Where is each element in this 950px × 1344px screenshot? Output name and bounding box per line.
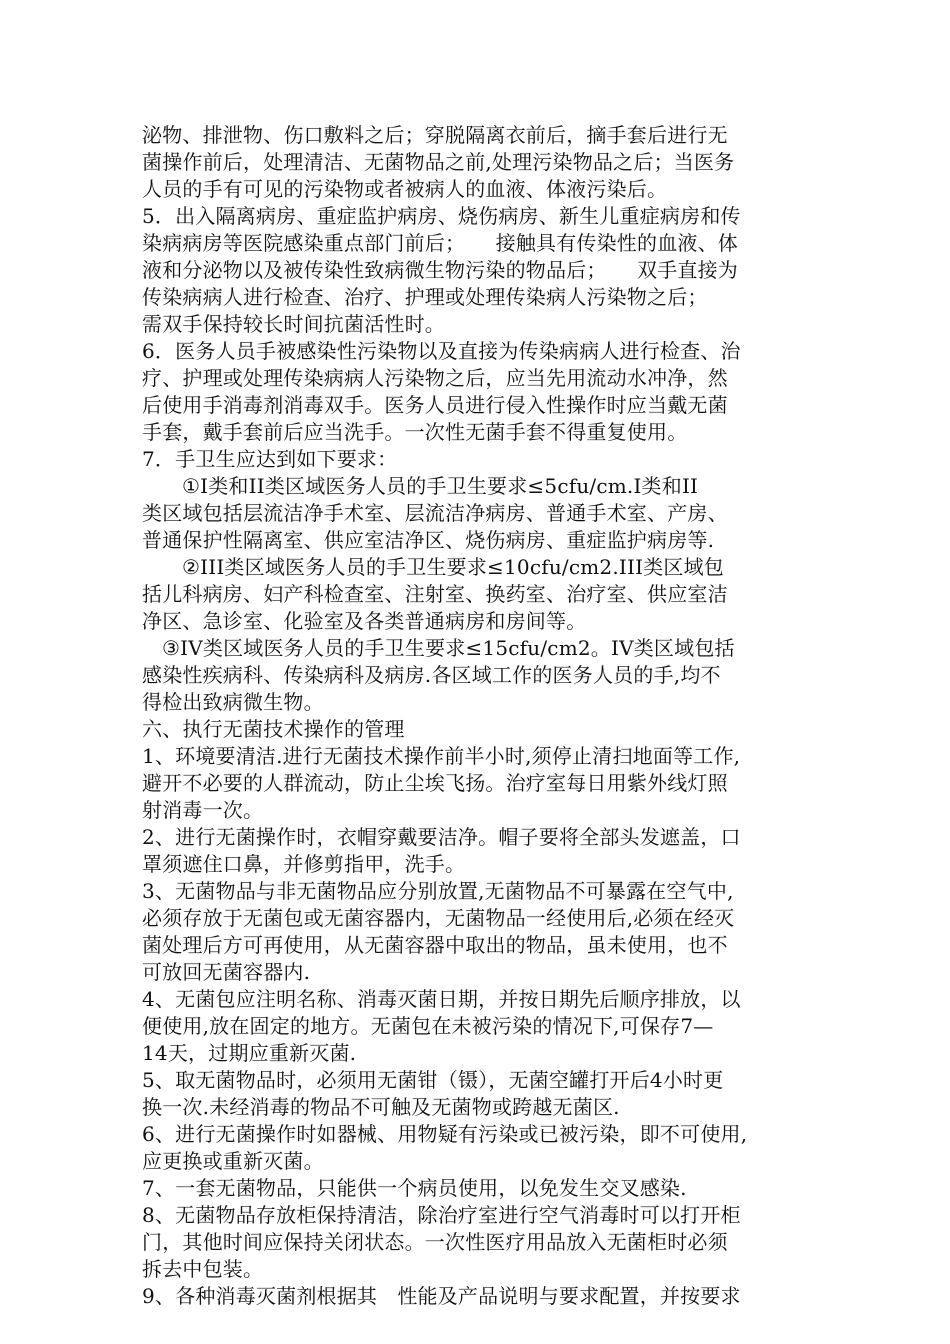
text-line: 菌处理后方可再使用，从无菌容器中取出的物品，虽未使用，也不: [142, 933, 728, 957]
text-line: 液和分泌物以及被传染性致病微生物污染的物品后； 双手直接为: [142, 258, 738, 282]
text-line: ③IV类区域医务人员的手卫生要求≤15cfu/cm2。IV类区域包括: [162, 636, 735, 660]
text-line: 8、无菌物品存放柜保持清洁，除治疗室进行空气消毒时可以打开柜: [142, 1203, 741, 1227]
text-line: 罩须遮住口鼻，并修剪指甲，洗手。: [142, 852, 466, 876]
text-line: 疗、护理或处理传染病病人污染物之后，应当先用流动水冲净，然: [142, 366, 728, 390]
section-heading: 六、执行无菌技术操作的管理: [142, 717, 405, 741]
text-line: 2、进行无菌操作时，衣帽穿戴要洁净。帽子要将全部头发遮盖，口: [142, 825, 741, 849]
text-line: 7、一套无菌物品，只能供一个病员使用，以免发生交叉感染.: [142, 1176, 687, 1200]
text-line: 拆去中包装。: [142, 1257, 264, 1281]
text-line: 射消毒一次。: [142, 798, 264, 822]
text-line: ①I类和II类区域医务人员的手卫生要求≤5cfu/cm.I类和II: [182, 474, 699, 498]
text-line: 得检出致病微生物。: [142, 690, 324, 714]
text-line: 手套，戴手套前后应当洗手。一次性无菌手套不得重复使用。: [142, 420, 688, 444]
text-line: 应更换或重新灭菌。: [142, 1149, 324, 1173]
text-line: 可放回无菌容器内.: [142, 960, 311, 984]
text-line: 6．医务人员手被感染性污染物以及直接为传染病病人进行检查、治: [142, 339, 741, 363]
text-line: 1、环境要清洁.进行无菌技术操作前半小时,须停止清扫地面等工作,: [142, 744, 741, 768]
text-line: 染病病房等医院感染重点部门前后； 接触具有传染性的血液、体: [142, 231, 738, 255]
text-line: 3、无菌物品与非无菌物品应分别放置,无菌物品不可暴露在空气中,: [142, 879, 734, 903]
text-line: 4、无菌包应注明名称、消毒灭菌日期，并按日期先后顺序排放，以: [142, 987, 741, 1011]
text-line: 感染性疾病科、传染病科及病房.各区域工作的医务人员的手,均不: [142, 663, 721, 687]
text-line: 5．出入隔离病房、重症监护病房、烧伤病房、新生儿重症病房和传: [142, 204, 741, 228]
text-line: 6、进行无菌操作时如器械、用物疑有污染或已被污染，即不可使用,: [142, 1122, 748, 1146]
text-line: 14天，过期应重新灭菌.: [142, 1041, 357, 1065]
text-line: 人员的手有可见的污染物或者被病人的血液、体液污染后。: [142, 177, 668, 201]
text-line: 类区域包括层流洁净手术室、层流洁净病房、普通手术室、产房、: [142, 501, 728, 525]
text-line: 普通保护性隔离室、供应室洁净区、烧伤病房、重症监护病房等.: [142, 528, 715, 552]
document-body: [142, 122, 822, 1310]
text-line: 避开不必要的人群流动，防止尘埃飞扬。治疗室每日用紫外线灯照: [142, 771, 728, 795]
text-line: 后使用手消毒剂消毒双手。医务人员进行侵入性操作时应当戴无菌: [142, 393, 728, 417]
text-line: 需双手保持较长时间抗菌活性时。: [142, 312, 445, 336]
text-line: ②III类区域医务人员的手卫生要求≤10cfu/cm2.III类区域包: [182, 555, 725, 579]
text-line: 5、取无菌物品时，必须用无菌钳（镊），无菌空罐打开后4小时更: [142, 1068, 724, 1092]
text-line: 净区、急诊室、化验室及各类普通病房和房间等。: [142, 609, 587, 633]
text-line: 必须存放于无菌包或无菌容器内，无菌物品一经使用后,必须在经灭: [142, 906, 735, 930]
text-line: 泌物、排泄物、伤口敷料之后；穿脱隔离衣前后，摘手套后进行无: [142, 123, 728, 147]
text-line: 便使用,放在固定的地方。无菌包在未被污染的情况下,可保存7—: [142, 1014, 714, 1038]
text-line: 门，其他时间应保持关闭状态。一次性医疗用品放入无菌柜时必须: [142, 1230, 728, 1254]
text-line: 传染病病人进行检查、治疗、护理或处理传染病人污染物之后；: [142, 285, 708, 309]
text-line: 9、各种消毒灭菌剂根据其 性能及产品说明与要求配置，并按要求: [142, 1284, 741, 1308]
text-line: 括儿科病房、妇产科检查室、注射室、换药室、治疗室、供应室洁: [142, 582, 728, 606]
text-line: 换一次.未经消毒的物品不可触及无菌物或跨越无菌区.: [142, 1095, 620, 1119]
text-line: 7．手卫生应达到如下要求：: [142, 447, 398, 471]
text-line: 菌操作前后，处理清洁、无菌物品之前,处理污染物品之后；当医务: [142, 150, 735, 174]
